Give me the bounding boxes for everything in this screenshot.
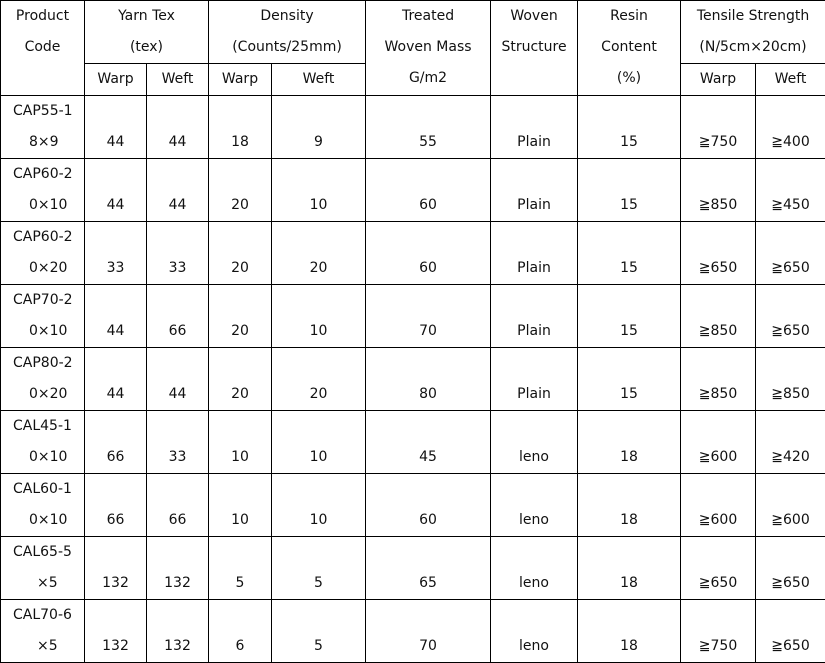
yarn-tex-warp-cell <box>85 348 147 411</box>
density-weft-value: 10 <box>272 442 365 473</box>
product-code-text: 0×20 <box>1 379 84 410</box>
tensile-weft-value: ≧650 <box>756 631 825 662</box>
treated-mass-cell <box>366 474 491 537</box>
treated-mass-value: 45 <box>366 442 490 473</box>
tensile-warp-cell <box>681 285 756 348</box>
tensile-weft-value: ≧650 <box>756 253 825 284</box>
tensile-weft-value: ≧600 <box>756 505 825 536</box>
tensile-warp-cell <box>681 411 756 474</box>
tensile-warp-cell <box>681 600 756 663</box>
yarn-tex-warp-value: 44 <box>85 379 146 410</box>
woven-structure-value: leno <box>491 568 577 599</box>
density-warp-cell <box>209 285 272 348</box>
header-density-warp: Warp <box>209 64 272 96</box>
density-warp-cell <box>209 222 272 285</box>
density-weft-cell <box>272 537 366 600</box>
yarn-tex-weft-value: 44 <box>147 379 208 410</box>
tensile-warp-cell <box>681 474 756 537</box>
resin-content-cell <box>578 348 681 411</box>
density-warp-cell <box>209 159 272 222</box>
treated-mass-value: 70 <box>366 631 490 662</box>
tensile-warp-cell <box>681 348 756 411</box>
yarn-tex-warp-cell <box>85 222 147 285</box>
table-row <box>1 222 825 285</box>
product-code-cell <box>1 348 85 411</box>
tensile-weft-cell <box>756 285 825 348</box>
yarn-tex-weft-value: 66 <box>147 316 208 347</box>
woven-structure-cell <box>491 474 578 537</box>
table-row <box>1 474 825 537</box>
yarn-tex-weft-value: 44 <box>147 127 208 158</box>
header-text: Content <box>578 32 680 63</box>
woven-structure-cell <box>491 600 578 663</box>
density-weft-cell <box>272 411 366 474</box>
treated-mass-value: 55 <box>366 127 490 158</box>
tensile-warp-value: ≧850 <box>681 379 755 410</box>
header-yarn-tex <box>85 1 209 64</box>
header-text: Resin <box>578 1 680 32</box>
woven-structure-cell <box>491 285 578 348</box>
woven-structure-cell <box>491 96 578 159</box>
product-code-text: ×5 <box>1 568 84 599</box>
tensile-weft-cell <box>756 222 825 285</box>
treated-mass-value: 60 <box>366 190 490 221</box>
yarn-tex-warp-cell <box>85 285 147 348</box>
header-text: Structure <box>491 32 577 63</box>
product-code-cell <box>1 474 85 537</box>
yarn-tex-weft-value: 66 <box>147 505 208 536</box>
header-text: Tensile Strength <box>681 1 825 32</box>
header-text: Woven <box>491 1 577 32</box>
product-code-text: CAP80-2 <box>1 348 84 379</box>
yarn-tex-warp-value: 44 <box>85 127 146 158</box>
tensile-warp-cell <box>681 537 756 600</box>
yarn-tex-warp-value: 132 <box>85 568 146 599</box>
header-text: G/m2 <box>366 63 490 94</box>
resin-content-cell <box>578 411 681 474</box>
woven-structure-value: leno <box>491 505 577 536</box>
yarn-tex-weft-cell <box>147 96 209 159</box>
header-yarn-weft: Weft <box>147 64 209 96</box>
woven-structure-value: leno <box>491 442 577 473</box>
woven-structure-cell <box>491 222 578 285</box>
header-text: Yarn Tex <box>85 1 208 32</box>
treated-mass-cell <box>366 411 491 474</box>
tensile-warp-value: ≧650 <box>681 253 755 284</box>
yarn-tex-warp-cell <box>85 474 147 537</box>
density-warp-cell <box>209 537 272 600</box>
product-code-cell <box>1 159 85 222</box>
density-weft-cell <box>272 96 366 159</box>
resin-content-value: 15 <box>578 379 680 410</box>
treated-mass-value: 65 <box>366 568 490 599</box>
product-code-cell <box>1 411 85 474</box>
header-tensile-weft: Weft <box>756 64 825 96</box>
header-text: (N/5cm×20cm) <box>681 32 825 63</box>
header-density <box>209 1 366 64</box>
yarn-tex-weft-cell <box>147 222 209 285</box>
treated-mass-cell <box>366 348 491 411</box>
density-warp-value: 10 <box>209 442 271 473</box>
density-weft-cell <box>272 348 366 411</box>
yarn-tex-weft-value: 132 <box>147 568 208 599</box>
density-warp-cell <box>209 411 272 474</box>
density-weft-value: 5 <box>272 568 365 599</box>
density-weft-value: 20 <box>272 253 365 284</box>
tensile-warp-value: ≧850 <box>681 316 755 347</box>
density-weft-value: 10 <box>272 505 365 536</box>
resin-content-cell <box>578 222 681 285</box>
header-resin-content <box>578 1 681 96</box>
resin-content-cell <box>578 159 681 222</box>
woven-structure-cell <box>491 348 578 411</box>
tensile-weft-cell <box>756 348 825 411</box>
treated-mass-cell <box>366 222 491 285</box>
tensile-warp-value: ≧750 <box>681 631 755 662</box>
resin-content-cell <box>578 600 681 663</box>
density-warp-cell <box>209 474 272 537</box>
woven-structure-cell <box>491 411 578 474</box>
header-tensile-warp: Warp <box>681 64 756 96</box>
resin-content-value: 15 <box>578 253 680 284</box>
tensile-weft-value: ≧420 <box>756 442 825 473</box>
product-code-cell <box>1 285 85 348</box>
product-code-text: CAP70-2 <box>1 285 84 316</box>
woven-structure-value: Plain <box>491 316 577 347</box>
density-warp-value: 18 <box>209 127 271 158</box>
header-text: Density <box>209 1 365 32</box>
resin-content-value: 15 <box>578 316 680 347</box>
product-code-cell <box>1 96 85 159</box>
density-warp-cell <box>209 96 272 159</box>
tensile-weft-cell <box>756 474 825 537</box>
resin-content-cell <box>578 285 681 348</box>
density-warp-value: 5 <box>209 568 271 599</box>
yarn-tex-weft-cell <box>147 285 209 348</box>
treated-mass-cell <box>366 285 491 348</box>
table-row <box>1 348 825 411</box>
density-warp-value: 20 <box>209 316 271 347</box>
product-code-text: CAL65-5 <box>1 537 84 568</box>
density-warp-value: 10 <box>209 505 271 536</box>
yarn-tex-warp-value: 132 <box>85 631 146 662</box>
woven-structure-value: Plain <box>491 127 577 158</box>
yarn-tex-weft-value: 33 <box>147 253 208 284</box>
header-row-1 <box>1 1 825 64</box>
density-weft-value: 10 <box>272 316 365 347</box>
tensile-warp-value: ≧850 <box>681 190 755 221</box>
tensile-weft-cell <box>756 537 825 600</box>
tensile-warp-value: ≧600 <box>681 505 755 536</box>
tensile-warp-value: ≧650 <box>681 568 755 599</box>
table-row <box>1 159 825 222</box>
density-warp-value: 20 <box>209 253 271 284</box>
table-row <box>1 285 825 348</box>
tensile-weft-cell <box>756 96 825 159</box>
treated-mass-cell <box>366 537 491 600</box>
density-warp-value: 6 <box>209 631 271 662</box>
woven-structure-value: Plain <box>491 379 577 410</box>
header-text: Woven Mass <box>366 32 490 63</box>
yarn-tex-warp-value: 33 <box>85 253 146 284</box>
product-code-cell <box>1 537 85 600</box>
yarn-tex-weft-value: 33 <box>147 442 208 473</box>
treated-mass-cell <box>366 159 491 222</box>
header-text: Product <box>1 1 84 32</box>
tensile-weft-value: ≧650 <box>756 568 825 599</box>
table-row <box>1 537 825 600</box>
density-weft-value: 5 <box>272 631 365 662</box>
treated-mass-cell <box>366 96 491 159</box>
tensile-weft-value: ≧450 <box>756 190 825 221</box>
treated-mass-value: 60 <box>366 505 490 536</box>
tensile-warp-cell <box>681 159 756 222</box>
yarn-tex-warp-cell <box>85 96 147 159</box>
header-text: (tex) <box>85 32 208 63</box>
tensile-warp-cell <box>681 96 756 159</box>
yarn-tex-weft-cell <box>147 159 209 222</box>
header-density-weft: Weft <box>272 64 366 96</box>
product-code-text: 0×10 <box>1 442 84 473</box>
tensile-weft-cell <box>756 600 825 663</box>
header-woven-structure <box>491 1 578 96</box>
density-warp-cell <box>209 348 272 411</box>
tensile-warp-cell <box>681 222 756 285</box>
yarn-tex-weft-cell <box>147 537 209 600</box>
tensile-weft-value: ≧400 <box>756 127 825 158</box>
yarn-tex-weft-cell <box>147 474 209 537</box>
tensile-weft-cell <box>756 159 825 222</box>
resin-content-cell <box>578 537 681 600</box>
product-code-text: ×5 <box>1 631 84 662</box>
product-code-text: 0×10 <box>1 316 84 347</box>
header-tensile-strength <box>681 1 825 64</box>
product-code-text: CAP55-1 <box>1 96 84 127</box>
product-code-text: 0×10 <box>1 190 84 221</box>
header-product-code <box>1 1 85 96</box>
woven-structure-cell <box>491 159 578 222</box>
product-code-text: CAL45-1 <box>1 411 84 442</box>
resin-content-value: 18 <box>578 442 680 473</box>
product-code-text: 0×20 <box>1 253 84 284</box>
treated-mass-value: 60 <box>366 253 490 284</box>
yarn-tex-warp-cell <box>85 600 147 663</box>
tensile-weft-cell <box>756 411 825 474</box>
header-text: Treated <box>366 1 490 32</box>
header-text: (%) <box>578 63 680 94</box>
density-weft-value: 20 <box>272 379 365 410</box>
header-text: Code <box>1 32 84 63</box>
yarn-tex-warp-value: 44 <box>85 190 146 221</box>
table-row <box>1 600 825 663</box>
density-weft-cell <box>272 222 366 285</box>
header-yarn-warp: Warp <box>85 64 147 96</box>
woven-structure-value: Plain <box>491 253 577 284</box>
tensile-warp-value: ≧600 <box>681 442 755 473</box>
tensile-weft-value: ≧850 <box>756 379 825 410</box>
density-weft-cell <box>272 285 366 348</box>
yarn-tex-warp-value: 44 <box>85 316 146 347</box>
yarn-tex-warp-cell <box>85 411 147 474</box>
product-code-text: 0×10 <box>1 505 84 536</box>
woven-structure-cell <box>491 537 578 600</box>
resin-content-value: 18 <box>578 505 680 536</box>
yarn-tex-weft-value: 132 <box>147 631 208 662</box>
resin-content-cell <box>578 96 681 159</box>
yarn-tex-warp-value: 66 <box>85 505 146 536</box>
resin-content-value: 15 <box>578 190 680 221</box>
treated-mass-cell <box>366 600 491 663</box>
resin-content-value: 18 <box>578 631 680 662</box>
header-treated-mass <box>366 1 491 96</box>
density-warp-cell <box>209 600 272 663</box>
header-text: (Counts/25mm) <box>209 32 365 63</box>
yarn-tex-weft-cell <box>147 411 209 474</box>
resin-content-value: 18 <box>578 568 680 599</box>
treated-mass-value: 70 <box>366 316 490 347</box>
density-weft-cell <box>272 600 366 663</box>
table-body <box>1 96 825 663</box>
density-warp-value: 20 <box>209 379 271 410</box>
product-code-text: 8×9 <box>1 127 84 158</box>
yarn-tex-warp-cell <box>85 159 147 222</box>
table-row <box>1 411 825 474</box>
resin-content-cell <box>578 474 681 537</box>
tensile-weft-value: ≧650 <box>756 316 825 347</box>
product-code-text: CAL60-1 <box>1 474 84 505</box>
product-code-text: CAL70-6 <box>1 600 84 631</box>
yarn-tex-weft-cell <box>147 600 209 663</box>
density-weft-value: 10 <box>272 190 365 221</box>
yarn-tex-weft-cell <box>147 348 209 411</box>
woven-structure-value: leno <box>491 631 577 662</box>
density-warp-value: 20 <box>209 190 271 221</box>
product-code-cell <box>1 222 85 285</box>
product-code-text: CAP60-2 <box>1 159 84 190</box>
woven-structure-value: Plain <box>491 190 577 221</box>
yarn-tex-warp-cell <box>85 537 147 600</box>
table-row <box>1 96 825 159</box>
tensile-warp-value: ≧750 <box>681 127 755 158</box>
density-weft-value: 9 <box>272 127 365 158</box>
product-code-text: CAP60-2 <box>1 222 84 253</box>
yarn-tex-weft-value: 44 <box>147 190 208 221</box>
density-weft-cell <box>272 159 366 222</box>
treated-mass-value: 80 <box>366 379 490 410</box>
yarn-tex-warp-value: 66 <box>85 442 146 473</box>
resin-content-value: 15 <box>578 127 680 158</box>
product-code-cell <box>1 600 85 663</box>
density-weft-cell <box>272 474 366 537</box>
